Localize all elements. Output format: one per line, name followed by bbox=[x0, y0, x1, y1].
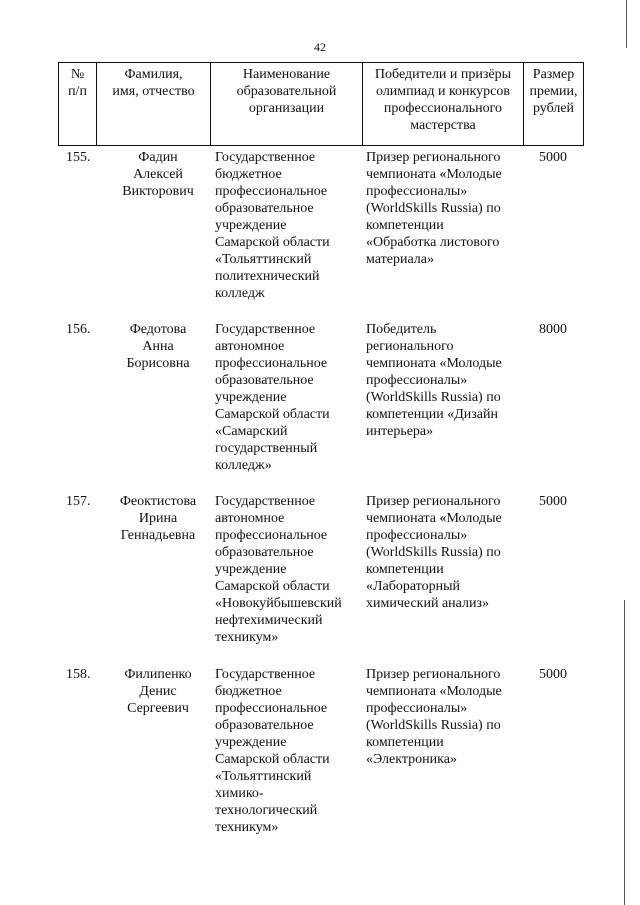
person-name: Фадин Алексей Викторович bbox=[122, 150, 194, 199]
prize-amount: 5000 bbox=[539, 150, 567, 165]
achievement: Призер регионального чемпионата «Молодые профессионалы» (WorldSkills Russia) по компетенции «Электроника» bbox=[366, 667, 502, 767]
organization: Государственное автономное профессиональное образовательное учреждение Самарской области «Самарский государственный колледж» bbox=[215, 322, 330, 473]
organization: Государственное бюджетное профессиональное образовательное учреждение Самарской области «Тольяттинский химико- технологический техникум» bbox=[215, 667, 330, 835]
achievement: Призер регионального чемпионата «Молодые профессионалы» (WorldSkills Russia) по компетенции «Лабораторный химический анализ» bbox=[366, 494, 502, 611]
table-header bbox=[58, 62, 584, 146]
page-number: 42 bbox=[314, 40, 326, 54]
person-name: Филипенко Денис Сергеевич bbox=[124, 667, 192, 716]
column-header-name: Фамилия, имя, отчество bbox=[97, 63, 211, 146]
column-header-organization: Наименование образовательной организации bbox=[211, 63, 363, 146]
person-name: Феоктистова Ирина Геннадьевна bbox=[119, 494, 197, 543]
column-header-prize: Размер премии, рублей bbox=[524, 63, 584, 146]
prize-amount: 5000 bbox=[539, 667, 567, 682]
person-name: Федотова Анна Борисовна bbox=[126, 322, 190, 371]
row-number: 158. bbox=[66, 667, 91, 682]
scan-edge-line-top bbox=[626, 0, 627, 48]
row-number: 156. bbox=[66, 322, 91, 337]
organization: Государственное бюджетное профессиональное образовательное учреждение Самарской области «Тольяттинский политехнический колледж bbox=[215, 150, 330, 301]
header-row bbox=[59, 63, 584, 146]
prize-amount: 8000 bbox=[539, 322, 567, 337]
achievement: Победитель регионального чемпионата «Молодые профессионалы» (WorldSkills Russia) по компетенции «Дизайн интерьера» bbox=[366, 322, 502, 439]
column-header-achievement: Победители и призёры олимпиад и конкурсов профессионального мастерства bbox=[363, 63, 524, 146]
row-number: 155. bbox=[66, 150, 91, 165]
column-header-number: № п/п bbox=[59, 63, 97, 146]
achievement: Призер регионального чемпионата «Молодые профессионалы» (WorldSkills Russia) по компетенции «Обработка листового материала» bbox=[366, 150, 502, 267]
scan-edge-line-bottom bbox=[624, 600, 625, 905]
row-number: 157. bbox=[66, 494, 91, 509]
organization: Государственное автономное профессиональное образовательное учреждение Самарской области «Новокуйбышевский нефтехимический техникум» bbox=[215, 494, 342, 645]
prize-amount: 5000 bbox=[539, 494, 567, 509]
